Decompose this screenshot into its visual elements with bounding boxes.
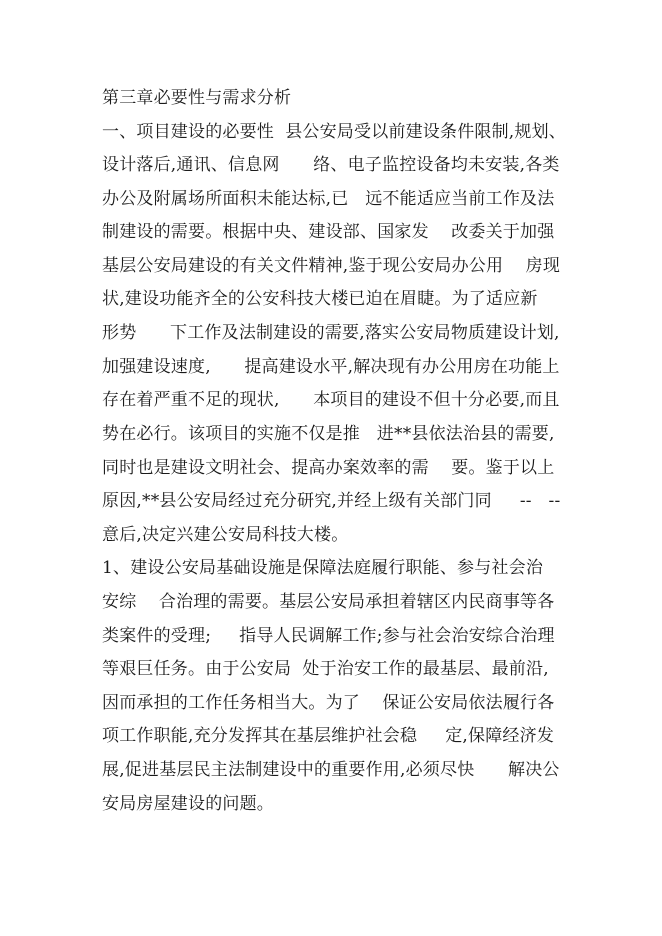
text-line: 等艰巨任务。由于公安局 处于治安工作的最基层、最前沿, <box>102 659 549 679</box>
text-line: 原因,**县公安局经过充分研究,并经上级有关部门同 -- -- <box>102 491 561 511</box>
text-line: 因而承担的工作任务相当大。为了 保证公安局依法履行各 <box>102 693 555 713</box>
chapter-title: 第三章必要性与需求分析 <box>102 88 292 108</box>
text-line: 一、项目建设的必要性 县公安局受以前建设条件限制,规划、 <box>102 122 567 142</box>
text-line: 同时也是建设文明社会、提高办案效率的需 要。鉴于以上 <box>102 458 555 478</box>
text-line: 安局房屋建设的问题。 <box>102 794 274 814</box>
text-line: 制建设的需要。根据中央、建设部、国家发 改委关于加强 <box>102 222 555 242</box>
text-line: 办公及附属场所面积未能达标,已 远不能适应当前工作及法 <box>102 189 555 209</box>
text-line: 势在必行。该项目的实施不仅是推 进**县依法治县的需要, <box>102 424 555 444</box>
text-line: 加强建设速度, 提高建设水平,解决现有办公用房在功能上 <box>102 357 560 377</box>
section-heading: 1、建设公安局基础设施是保障法庭履行职能、参与社会治 <box>102 558 544 578</box>
text-line: 展,促进基层民主法制建设中的重要作用,必须尽快 解决公 <box>102 760 560 780</box>
text-line: 存在着严重不足的现状, 本项目的建设不但十分必要,而且 <box>102 390 560 410</box>
text-line: 状,建设功能齐全的公安科技大楼已迫在眉睫。为了适应新 <box>102 289 538 309</box>
text-line: 安综 合治理的需要。基层公安局承担着辖区内民商事等各 <box>102 592 555 612</box>
text-line: 项工作职能,充分发挥其在基层维护社会稳 定,保障经济发 <box>102 726 555 746</box>
text-line: 类案件的受理; 指导人民调解工作;参与社会治安综合治理 <box>102 626 555 646</box>
text-line: 基层公安局建设的有关文件精神,鉴于现公安局办公用 房现 <box>102 256 561 276</box>
text-line: 意后,决定兴建公安局科技大楼。 <box>102 525 349 545</box>
text-line: 设计落后,通讯、信息网 络、电子监控设备均未安装,各类 <box>102 155 560 175</box>
text-line: 形势 下工作及法制建设的需要,落实公安局物质建设计划, <box>102 323 560 343</box>
